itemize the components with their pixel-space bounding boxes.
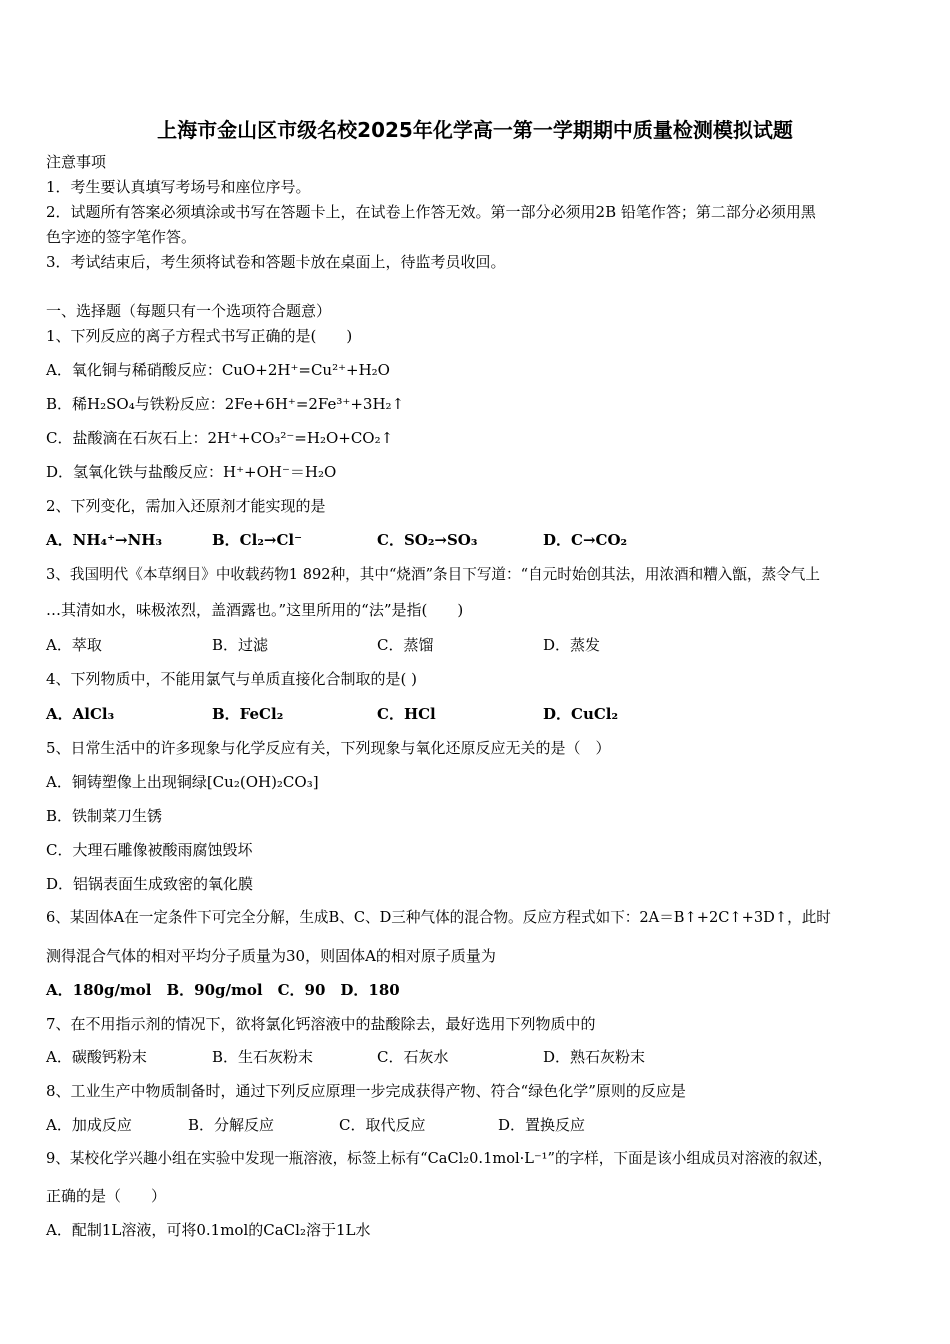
- question-8-option-c: C．取代反应: [339, 1116, 426, 1134]
- question-9-stem-line-1: 9、某校化学兴趣小组在实验中发现一瓶溶液，标签上标有“CaCl₂0.1mol·L⁻¹”的字样，下面是该小组成员对溶液的叙述，: [46, 1150, 833, 1167]
- question-3-stem-line-1: 3、我国明代《本草纲目》中收载药物1 892种，其中“烧酒”条目下写道：“自元时始创其法，用浓酒和糟入甑，蒸令气上: [46, 566, 820, 583]
- question-8-option-d: D．置换反应: [498, 1116, 586, 1134]
- question-5-option-d: D．铝锅表面生成致密的氧化膜: [46, 875, 254, 893]
- question-4-option-b: B．FeCl₂: [212, 705, 284, 723]
- question-1-option-b: B．稀H₂SO₄与铁粉反应：2Fe+6H⁺=2Fe³⁺+3H₂↑: [46, 395, 405, 413]
- notice-item: 2．试题所有答案必须填涂或书写在答题卡上，在试卷上作答无效。第一部分必须用2B 铅笔作答；第二部分必须用黑: [46, 203, 816, 221]
- question-8-option-a: A．加成反应: [46, 1116, 132, 1134]
- question-7-option-c: C．石灰水: [377, 1048, 449, 1066]
- section-heading: 一、选择题（每题只有一个选项符合题意）: [46, 302, 332, 320]
- question-2-option-d: D．C→CO₂: [543, 531, 628, 549]
- question-6-stem-line-1: 6、某固体A在一定条件下可完全分解，生成B、C、D三种气体的混合物。反应方程式如下：2A＝B↑+2C↑+3D↑，此时: [46, 909, 831, 926]
- page-title: 上海市金山区市级名校2025年化学高一第一学期期中质量检测模拟试题: [157, 118, 793, 142]
- question-4-stem: 4、下列物质中，不能用氯气与单质直接化合制取的是( ): [46, 670, 418, 688]
- question-4-option-c: C．HCl: [377, 705, 436, 723]
- question-5-option-c: C．大理石雕像被酸雨腐蚀毁坏: [46, 841, 253, 859]
- question-2-stem: 2、下列变化，需加入还原剂才能实现的是: [46, 497, 326, 515]
- notice-item: 色字迹的签字笔作答。: [46, 228, 197, 246]
- question-7-option-b: B．生石灰粉末: [212, 1048, 314, 1066]
- question-3-option-d: D．蒸发: [543, 636, 601, 654]
- question-5-option-b: B．铁制菜刀生锈: [46, 807, 163, 825]
- question-3-option-a: A．萃取: [46, 636, 102, 654]
- question-4-option-d: D．CuCl₂: [543, 705, 619, 723]
- question-3-stem-line-2: …其清如水，味极浓烈，盖酒露也。”这里所用的“法”是指( ): [46, 601, 464, 619]
- question-1-option-c: C．盐酸滴在石灰石上：2H⁺+CO₃²⁻=H₂O+CO₂↑: [46, 429, 394, 447]
- question-4-option-a: A．AlCl₃: [46, 705, 115, 723]
- question-3-option-c: C．蒸馏: [377, 636, 434, 654]
- question-7-option-d: D．熟石灰粉末: [543, 1048, 646, 1066]
- notice-item: 3．考试结束后，考生须将试卷和答题卡放在桌面上，待监考员收回。: [46, 253, 506, 271]
- notice-heading: 注意事项: [46, 153, 107, 171]
- question-2-option-a: A．NH₄⁺→NH₃: [46, 531, 163, 549]
- question-1-option-d: D．氢氧化铁与盐酸反应：H⁺+OH⁻＝H₂O: [46, 463, 337, 481]
- question-5-stem: 5、日常生活中的许多现象与化学反应有关，下列现象与氧化还原反应无关的是（ ）: [46, 739, 611, 757]
- question-1-stem: 1、下列反应的离子方程式书写正确的是( ): [46, 327, 353, 345]
- question-9-option-a: A．配制1L溶液，可将0.1mol的CaCl₂溶于1L水: [46, 1221, 371, 1239]
- question-8-stem: 8、工业生产中物质制备时，通过下列反应原理一步完成获得产物、符合“绿色化学”原则的反应是: [46, 1082, 686, 1100]
- question-1-option-a: A．氧化铜与稀硝酸反应：CuO+2H⁺=Cu²⁺+H₂O: [46, 361, 390, 379]
- question-7-stem: 7、在不用指示剂的情况下，欲将氯化钙溶液中的盐酸除去，最好选用下列物质中的: [46, 1015, 596, 1033]
- question-7-option-a: A．碳酸钙粉末: [46, 1048, 147, 1066]
- notice-item: 1．考生要认真填写考场号和座位序号。: [46, 178, 311, 196]
- question-5-option-a: A．铜铸塑像上出现铜绿[Cu₂(OH)₂CO₃]: [46, 773, 319, 791]
- question-8-option-b: B．分解反应: [188, 1116, 275, 1134]
- question-2-option-b: B．Cl₂→Cl⁻: [212, 531, 303, 549]
- question-6-options: A．180g/mol B．90g/mol C．90 D．180: [46, 981, 400, 999]
- question-3-option-b: B．过滤: [212, 636, 269, 654]
- question-2-option-c: C．SO₂→SO₃: [377, 531, 478, 549]
- question-6-stem-line-2: 测得混合气体的相对平均分子质量为30，则固体A的相对原子质量为: [46, 947, 496, 965]
- question-9-stem-line-2: 正确的是（ ）: [46, 1187, 167, 1205]
